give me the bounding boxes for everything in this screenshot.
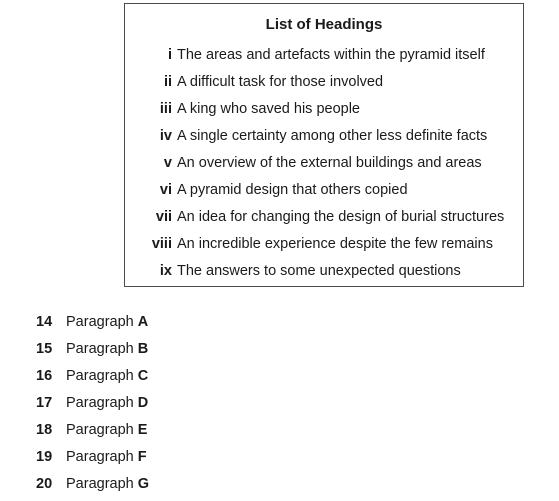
heading-text: An incredible experience despite the few remains — [177, 236, 493, 252]
heading-numeral: v — [163, 155, 172, 171]
heading-numeral: ix — [159, 263, 172, 279]
list-of-headings-box — [124, 3, 524, 287]
heading-text: An idea for changing the design of burial structures — [177, 209, 505, 225]
question-number: 17 — [36, 395, 53, 411]
paragraph-word: Paragraph — [66, 395, 134, 411]
question-number: 18 — [36, 422, 53, 438]
heading-text: A king who saved his people — [177, 101, 360, 117]
heading-item-iv — [125, 123, 523, 150]
heading-numeral: iv — [159, 128, 172, 144]
heading-numeral: viii — [151, 236, 172, 252]
paragraph-word: Paragraph — [66, 314, 134, 330]
headings-list — [125, 42, 523, 285]
paragraph-label — [66, 417, 147, 444]
heading-item-ix — [125, 258, 523, 285]
paragraph-label — [66, 471, 149, 498]
heading-text: The answers to some unexpected questions — [177, 263, 461, 279]
heading-item-viii — [125, 231, 523, 258]
heading-numeral: ii — [163, 74, 172, 90]
heading-item-v — [125, 150, 523, 177]
heading-item-iii — [125, 96, 523, 123]
paragraph-letter: D — [137, 395, 149, 411]
paragraph-letter: E — [137, 422, 148, 438]
list-title: List of Headings — [265, 16, 383, 33]
paragraph-word: Paragraph — [66, 422, 134, 438]
paragraph-word: Paragraph — [66, 449, 134, 465]
paragraph-letter: A — [137, 314, 149, 330]
heading-text: A pyramid design that others copied — [177, 182, 408, 198]
paragraph-letter: C — [137, 368, 149, 384]
heading-text: An overview of the external buildings and areas — [177, 155, 482, 171]
heading-text: The areas and artefacts within the pyramid itself — [177, 47, 485, 63]
paragraph-letter: B — [137, 341, 149, 357]
paragraph-label — [66, 336, 148, 363]
heading-item-ii — [125, 69, 523, 96]
heading-item-i — [125, 42, 523, 69]
question-number: 19 — [36, 449, 53, 465]
paragraph-label — [66, 363, 148, 390]
paragraph-letter: G — [137, 476, 150, 492]
heading-numeral: iii — [159, 101, 172, 117]
paragraph-letter: F — [137, 449, 147, 465]
paragraph-label — [66, 390, 148, 417]
paragraph-label — [66, 444, 147, 471]
heading-item-vii — [125, 204, 523, 231]
question-number: 20 — [36, 476, 53, 492]
paragraph-word: Paragraph — [66, 341, 134, 357]
heading-numeral: vi — [159, 182, 172, 198]
question-number: 14 — [36, 314, 53, 330]
paragraph-word: Paragraph — [66, 476, 134, 492]
question-number: 15 — [36, 341, 53, 357]
heading-text: A difficult task for those involved — [177, 74, 384, 90]
heading-text: A single certainty among other less definite facts — [177, 128, 488, 144]
heading-item-vi — [125, 177, 523, 204]
question-number: 16 — [36, 368, 53, 384]
heading-numeral: vii — [155, 209, 172, 225]
paragraph-word: Paragraph — [66, 368, 134, 384]
heading-numeral: i — [167, 47, 172, 63]
paragraph-label — [66, 309, 148, 336]
